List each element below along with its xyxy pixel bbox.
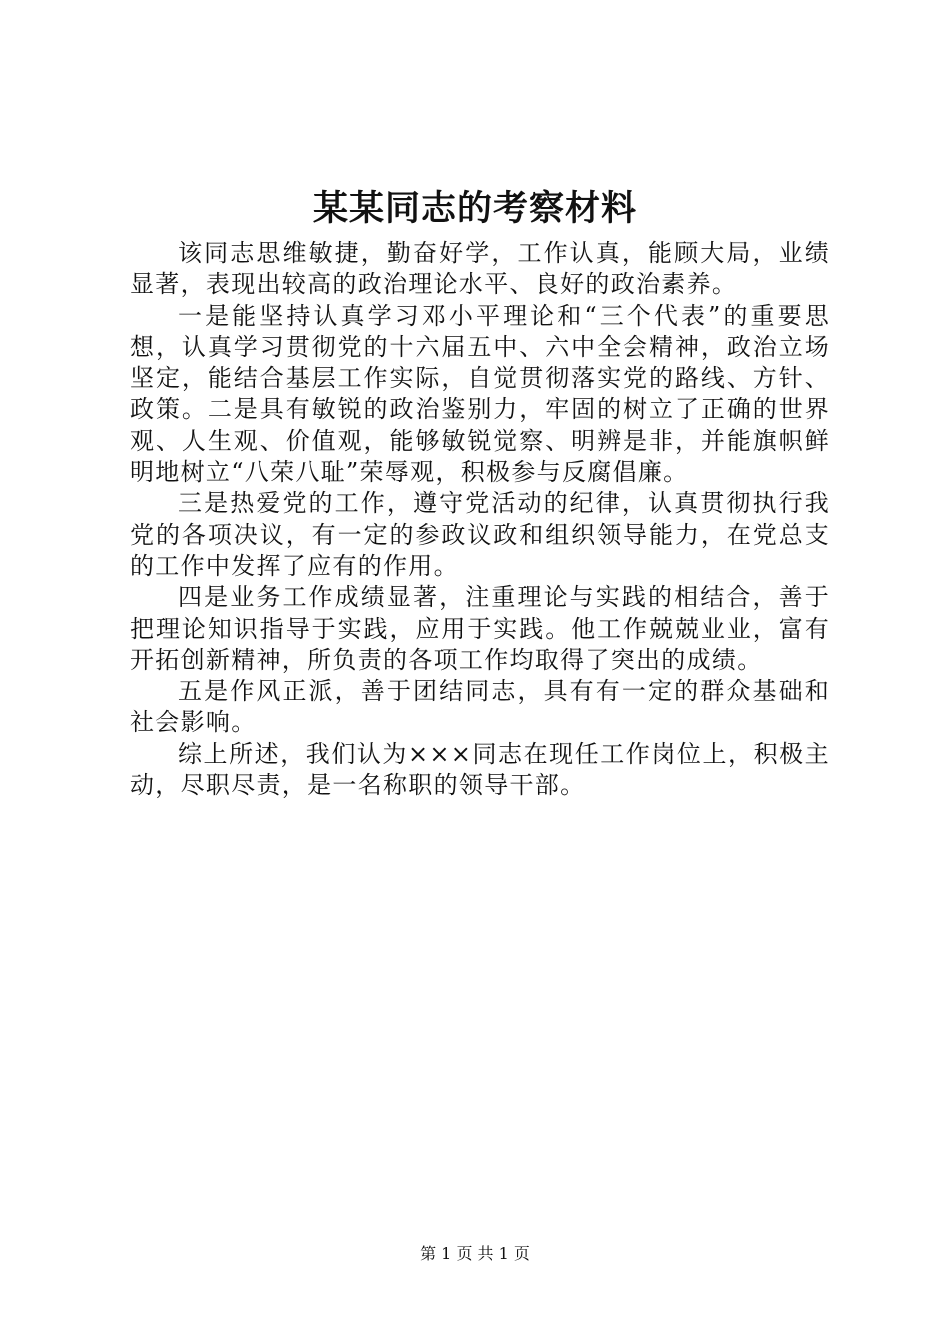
document-body (130, 238, 830, 801)
page-footer: 第 1 页 共 1 页 (420, 1244, 530, 1263)
paragraph-work-performance: 四是业务工作成绩显著，注重理论与实践的相结合，善于把理论知识指导于实践，应用于实践。他工作兢兢业业，富有开拓创新精神，所负责的各项工作均取得了突出的成绩。 (130, 583, 830, 674)
document-title: 某某同志的考察材料 (312, 188, 637, 229)
paragraph-work-style: 五是作风正派，善于团结同志，具有有一定的群众基础和社会影响。 (130, 677, 830, 737)
paragraph-party-work: 三是热爱党的工作，遵守党活动的纪律，认真贯彻执行我党的各项决议，有一定的参政议政和组织领导能力，在党总支的工作中发挥了应有的作用。 (130, 489, 830, 580)
paragraph-conclusion: 综上所述，我们认为×××同志在现任工作岗位上，积极主动，尽职尽责，是一名称职的领导干部。 (130, 739, 830, 800)
paragraph-political-study: 一是能坚持认真学习邓小平理论和“三个代表”的重要思想，认真学习贯彻党的十六届五中、六中全会精神，政治立场坚定，能结合基层工作实际，自觉贯彻落实党的路线、方针、政策。二是具有敏锐的政治鉴别力，牢固的树立了正确的世界观、人生观、价值观，能够敏锐觉察、明辨是非，并能旗帜鲜明地树立“八荣八耻”荣辱观，积极参与反腐倡廉。 (130, 301, 830, 487)
paragraph-summary: 该同志思维敏捷，勤奋好学，工作认真，能顾大局，业绩显著，表现出较高的政治理论水平、良好的政治素养。 (130, 239, 830, 299)
